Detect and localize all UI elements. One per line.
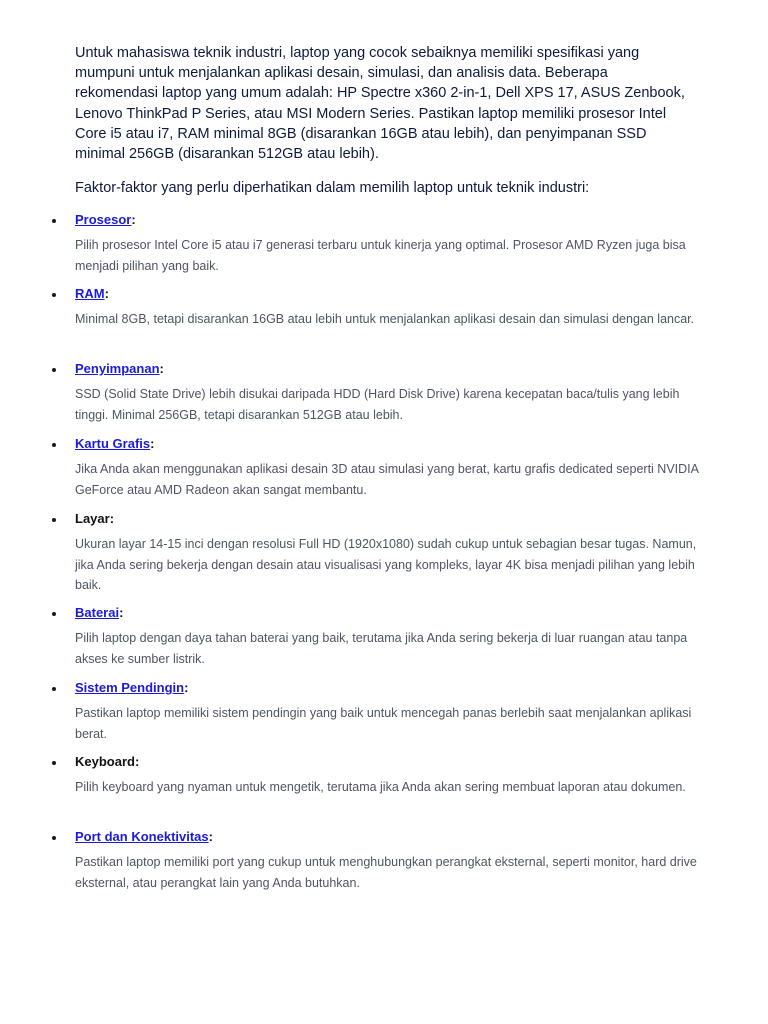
bullet-icon bbox=[52, 836, 56, 840]
bullet-icon bbox=[52, 518, 56, 522]
bullet-icon bbox=[52, 368, 56, 372]
factor-colon: : bbox=[184, 680, 189, 695]
factor-link-baterai[interactable]: Baterai bbox=[75, 605, 120, 620]
factor-description: Jika Anda akan menggunakan aplikasi desain 3D atau simulasi yang berat, kartu grafis dedicated seperti NVIDIA GeForce atau AMD Radeon akan sangat membantu. bbox=[75, 462, 699, 497]
factor-description: Ukuran layar 14-15 inci dengan resolusi Full HD (1920x1080) sudah cukup untuk sebagian besar tugas. Namun, jika Anda sering bekerja dengan desain atau visualisasi yang kompleks, layar 4K bisa menjadi pilihan yang lebih baik. bbox=[75, 537, 697, 592]
factor-link-prosesor[interactable]: Prosesor bbox=[75, 212, 132, 227]
factor-description: Pastikan laptop memiliki sistem pendingin yang baik untuk mencegah panas berlebih saat menjalankan aplikasi berat. bbox=[75, 706, 692, 741]
intro-paragraph: Untuk mahasiswa teknik industri, laptop yang cocok sebaiknya memiliki spesifikasi yang mumpuni untuk menjalankan aplikasi desain, simulasi, dan analisis data. Beberapa rekomendasi laptop yang umum adalah: HP Spectre x360 2-in-1, Dell XPS 17, ASUS Zenbook, Lenovo ThinkPad P Series, atau MSI Modern Series. Pastikan laptop memiliki prosesor Intel Core i5 atau i7, RAM minimal 8GB (disarankan 16GB atau lebih), dan penyimpanan SSD minimal 256GB (disarankan 512GB atau lebih). bbox=[75, 45, 685, 163]
factor-description: SSD (Solid State Drive) lebih disukai daripada HDD (Hard Disk Drive) karena kecepatan baca/tulis yang lebih tinggi. Minimal 256GB, tetapi disarankan 512GB atau lebih. bbox=[75, 387, 680, 422]
factor-title bbox=[75, 828, 213, 846]
factor-title bbox=[75, 679, 188, 697]
factor-colon: : bbox=[119, 605, 124, 620]
bullet-icon bbox=[52, 687, 56, 691]
factor-description: Pastikan laptop memiliki port yang cukup untuk menghubungkan perangkat eksternal, seperti monitor, hard drive eksternal, atau perangkat lain yang Anda butuhkan. bbox=[75, 855, 697, 890]
factor-title: Layar: bbox=[75, 511, 115, 526]
factor-title bbox=[75, 285, 109, 303]
factor-link-penyimpanan[interactable]: Penyimpanan bbox=[75, 361, 160, 376]
factor-description: Pilih prosesor Intel Core i5 atau i7 generasi terbaru untuk kinerja yang optimal. Prosesor AMD Ryzen juga bisa menjadi pilihan yang baik. bbox=[75, 238, 686, 273]
bullet-icon bbox=[52, 761, 56, 765]
factor-link-sistem-pendingin[interactable]: Sistem Pendingin bbox=[75, 680, 185, 695]
factor-colon: : bbox=[104, 286, 109, 301]
factor-description: Pilih keyboard yang nyaman untuk mengetik, terutama jika Anda akan sering membuat laporan atau dokumen. bbox=[75, 780, 686, 794]
factor-colon: : bbox=[131, 212, 136, 227]
factors-intro-paragraph: Faktor-faktor yang perlu diperhatikan dalam memilih laptop untuk teknik industri: bbox=[75, 180, 590, 196]
factor-colon: : bbox=[159, 361, 164, 376]
factor-description: Pilih laptop dengan daya tahan baterai yang baik, terutama jika Anda sering bekerja di luar ruangan atau tanpa akses ke sumber listrik. bbox=[75, 631, 688, 666]
factor-colon: : bbox=[150, 436, 155, 451]
factor-link-ram[interactable]: RAM bbox=[75, 286, 105, 301]
bullet-icon bbox=[52, 612, 56, 616]
factor-title bbox=[75, 211, 136, 229]
factor-title bbox=[75, 604, 123, 622]
bullet-icon bbox=[52, 443, 56, 447]
factor-title bbox=[75, 435, 154, 453]
factor-title bbox=[75, 360, 164, 378]
bullet-icon bbox=[52, 293, 56, 297]
factor-colon: : bbox=[208, 829, 213, 844]
factor-title: Keyboard: bbox=[75, 754, 140, 769]
factor-link-kartu-grafis[interactable]: Kartu Grafis bbox=[75, 436, 151, 451]
factor-link-port-konektivitas[interactable]: Port dan Konektivitas bbox=[75, 829, 209, 844]
factor-description: Minimal 8GB, tetapi disarankan 16GB atau lebih untuk menjalankan aplikasi desain dan simulasi dengan lancar. bbox=[75, 312, 695, 326]
bullet-icon bbox=[52, 219, 56, 223]
